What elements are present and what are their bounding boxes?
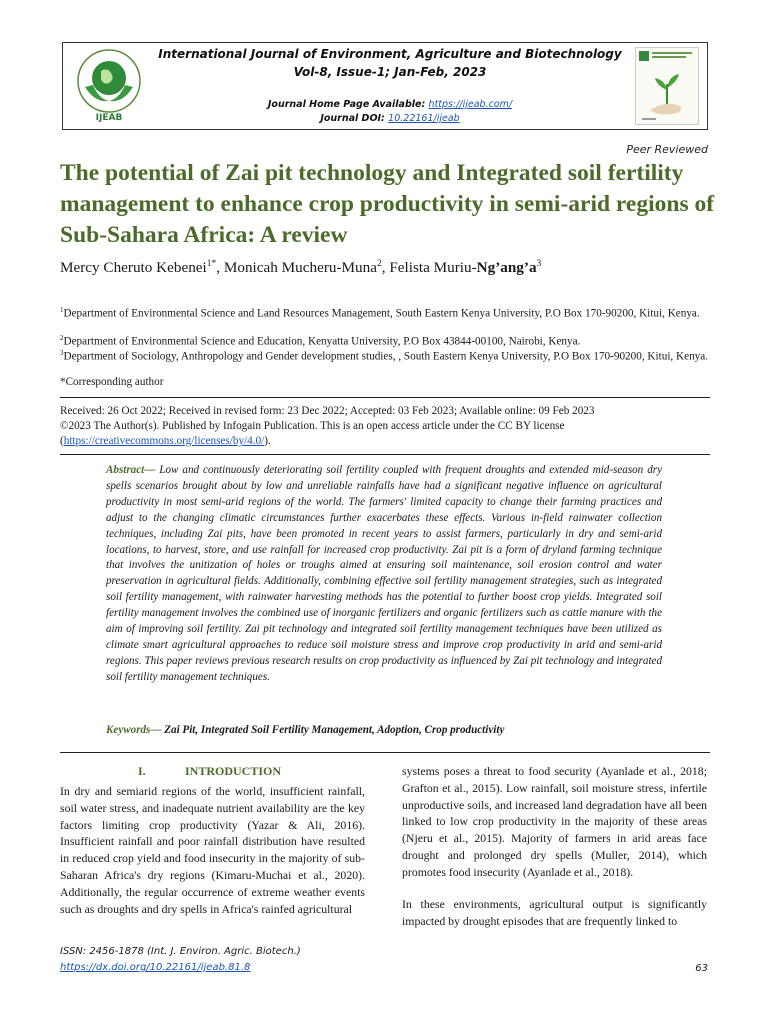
- abstract-text: Low and continuously deteriorating soil fertility coupled with frequent droughts and extended mid-season dry spells scenarios brought about by low and unreliable rainfalls have had a significant negative influence on agricultural productivity in most semi-arid regions of the world. The farmers' limited capacity to change their farming practices and adjust to the changing climatic circumstances further exacerbates these effects. Various in-field rainwater collection techniques, including Zai pits, have been promoted in recent years to assist farmers, particularly in dry and semi-arid locations, to harvest, store, and use rainfall for increased crop productivity. Zai pit is a form of dryland farming technique that involves the unitization of holes or troughs aimed at ensuring soil maintenance, soil erosion control and water preservation in agricultural fields. Additionally, combining effective soil fertility management strategies, such as integrated soil fertility management, with rainwater harvesting methods has the potential to further boost crop yields. Integrated soil fertility management involves the combined use of inorganic fertilizers and organic fertilizers such as cattle manure with the aim of improving soil fertility. Zai pit technology and integrated soil fertility management techniques have been utilized as climate smart agricultural approaches to reduce soil moisture stress and improve crop productivity in arid and semi-arid regions. This paper reviews previous research results on crop productivity as influenced by Zai pit technology and integrated soil fertility management techniques.: [106, 464, 662, 683]
- intro-left-paragraph: In dry and semiarid regions of the world, insufficient rainfall, soil water stress, and inadequate nutrient availability are the key factors limiting crop productivity (Yazar & Ali, 2016). Insufficient rainfall and poor rainfall distribution have resulted in reduced crop yield and food insecurity in the majority of sub-Saharan Africa's dry regions (Kimaru-Muchai et al., 2020). Additionally, the regular occurrence of extreme weather events such as droughts and dry spells in Africa's rainfed agricultural: [60, 784, 365, 916]
- journal-home-line: [153, 99, 627, 110]
- author-3-surname: Ng’ang’a: [476, 259, 537, 277]
- affiliation-3: [60, 346, 710, 365]
- affiliation-1-num: 1: [60, 306, 64, 314]
- affiliation-3-num: 3: [60, 349, 64, 357]
- license-close: ).: [264, 435, 271, 447]
- intro-right-paragraph-2: In these environments, agricultural output is significantly impacted by drought episodes that are frequently linked to: [402, 897, 707, 928]
- journal-header: [62, 42, 708, 130]
- author-3-affiliation: 3: [536, 259, 542, 269]
- keywords-label: Keywords—: [106, 724, 162, 736]
- journal-name: International Journal of Environment, Agriculture and Biotechnology: [158, 47, 622, 61]
- footer-doi-line: [60, 962, 250, 973]
- keywords-text: Zai Pit, Integrated Soil Fertility Management, Adoption, Crop productivity: [161, 724, 505, 736]
- section-number: I.: [138, 764, 146, 778]
- license-link-line: [60, 434, 710, 449]
- divider: [60, 397, 710, 398]
- corresponding-author: *Corresponding author: [60, 376, 164, 388]
- dates-line: Received: 26 Oct 2022; Received in revised form: 23 Dec 2022; Accepted: 03 Feb 2023; Available online: 09 Feb 2023: [60, 405, 595, 417]
- affiliation-3-text: Department of Sociology, Anthropology and Gender development studies, , South Eastern Kenya University, P.O Box 170-90200, Kitui, Kenya.: [63, 350, 709, 363]
- section-title: INTRODUCTION: [185, 764, 282, 778]
- intro-right-paragraph-1: systems poses a threat to food security (Ayanlade et al., 2018; Grafton et al., 2015). Low rainfall, soil moisture stress, infertile unproductive soils, and increased land degradation have all been linked to low crop productivity in the majority of these areas (Njeru et al., 2015). Majority of farmers in arid areas face drought and prolonged dry spells (Muller, 2014), which promotes food insecurity (Ayanlade et al., 2018).: [402, 764, 707, 879]
- journal-logo: [71, 47, 147, 125]
- footer-issn: ISSN: 2456-1878 (Int. J. Environ. Agric. Biotech.): [60, 946, 301, 957]
- author-1: Mercy Cheruto Kebenei: [60, 259, 207, 277]
- journal-issue: Vol-8, Issue-1; Jan-Feb, 2023: [293, 65, 487, 79]
- keywords: [106, 724, 504, 736]
- author-1-affiliation: 1*: [206, 259, 217, 269]
- journal-doi-label: Journal DOI:: [320, 113, 389, 124]
- abstract-label: Abstract—: [106, 464, 156, 476]
- affiliation-2-text: Department of Environmental Science and Education, Kenyatta University, P.O Box 43844-00100, Nairobi, Kenya.: [63, 335, 581, 348]
- license-link[interactable]: https://creativecommons.org/licenses/by/4.0/: [63, 435, 265, 447]
- divider: [60, 752, 710, 753]
- journal-home-label: Journal Home Page Available:: [267, 99, 429, 110]
- author-2: , Monicah Mucheru-Muna: [216, 259, 377, 277]
- affiliation-1: [60, 303, 710, 322]
- journal-doi-line: [153, 113, 627, 124]
- divider: [60, 454, 710, 455]
- journal-doi-link[interactable]: 10.22161/ijeab: [388, 113, 460, 124]
- paper-title: The potential of Zai pit technology and Integrated soil fertility management to enhance crop productivity in semi-arid regions of Sub-Sahara Africa: A review: [60, 160, 715, 248]
- abstract: [106, 463, 662, 686]
- page-number: 63: [695, 963, 708, 974]
- license-open: (: [60, 435, 64, 447]
- journal-home-link[interactable]: https://ijeab.com/: [428, 99, 513, 110]
- logo-text: IJEAB: [95, 113, 123, 123]
- peer-reviewed-label: Peer Reviewed: [626, 143, 708, 156]
- author-2-affiliation: 2: [376, 259, 382, 269]
- affiliation-1-text: Department of Environmental Science and Land Resources Management, South Eastern Kenya University, P.O Box 170-90200, Kitui, Kenya.: [63, 307, 700, 320]
- journal-cover-image: [635, 47, 699, 125]
- affiliation-2-num: 2: [60, 334, 64, 342]
- author-3: , Felista Muriu-: [381, 259, 477, 277]
- footer-doi-link[interactable]: https://dx.doi.org/10.22161/ijeab.81.8: [60, 962, 251, 973]
- license-line: ©2023 The Author(s). Published by Infogain Publication. This is an open access article under the CC BY license: [60, 420, 565, 432]
- publication-dates: [60, 404, 710, 449]
- author-list: [60, 259, 541, 277]
